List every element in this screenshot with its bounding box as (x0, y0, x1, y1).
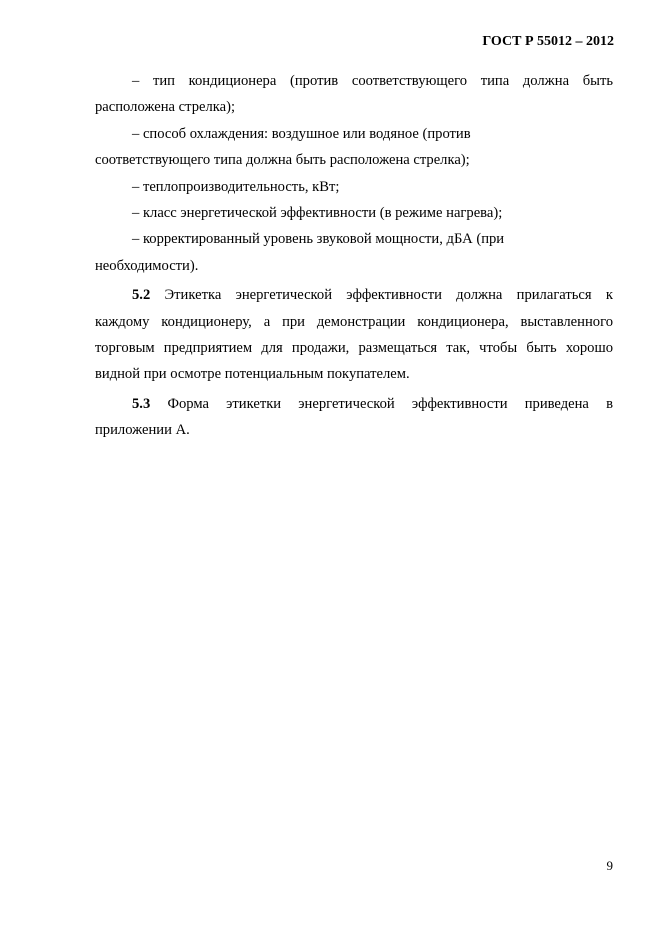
list-item-sound-power-line1: – корректированный уровень звуковой мощности, дБА (при (132, 231, 505, 248)
paragraph-5-2-line3: торговым предприятием для продажи, размещаться так, чтобы быть хорошо (95, 340, 613, 357)
list-item-heating-capacity: – теплопроизводительность, кВт; (132, 178, 340, 195)
paragraph-number: 5.3 (132, 395, 151, 412)
paragraph-5-2-line2: каждому кондиционеру, а при демонстрации кондиционера, выставленного (95, 313, 613, 330)
paragraph-5-2-line4: видной при осмотре потенциальным покупателем. (95, 366, 410, 383)
paragraph-5-3-line2: приложении А. (95, 422, 190, 439)
paragraph-5-3-text1: Форма этикетки энергетической эффективности приведена в (167, 395, 613, 412)
paragraph-5-2-text1: Этикетка энергетической эффективности должна прилагаться к (164, 287, 614, 304)
paragraph-5-2-line1 (95, 282, 613, 308)
list-item-cooling-method-line1: – способ охлаждения: воздушное или водяное (против (132, 125, 471, 142)
paragraph-number: 5.2 (132, 287, 151, 304)
document-header: ГОСТ Р 55012 – 2012 (482, 34, 614, 49)
list-item-conditioner-type-line1: – тип кондиционера (против соответствующего типа должна быть (132, 73, 613, 89)
page-number: 9 (606, 858, 613, 873)
document-body (95, 68, 613, 444)
list-item-sound-power-line2: необходимости). (95, 257, 199, 274)
list-item-energy-class: – класс энергетической эффективности (в режиме нагрева); (132, 205, 503, 222)
list-item-conditioner-type-line2: расположена стрелка); (95, 99, 236, 116)
paragraph-5-3-line1 (95, 391, 613, 417)
list-item-cooling-method-line2: соответствующего типа должна быть расположена стрелка); (95, 152, 470, 169)
